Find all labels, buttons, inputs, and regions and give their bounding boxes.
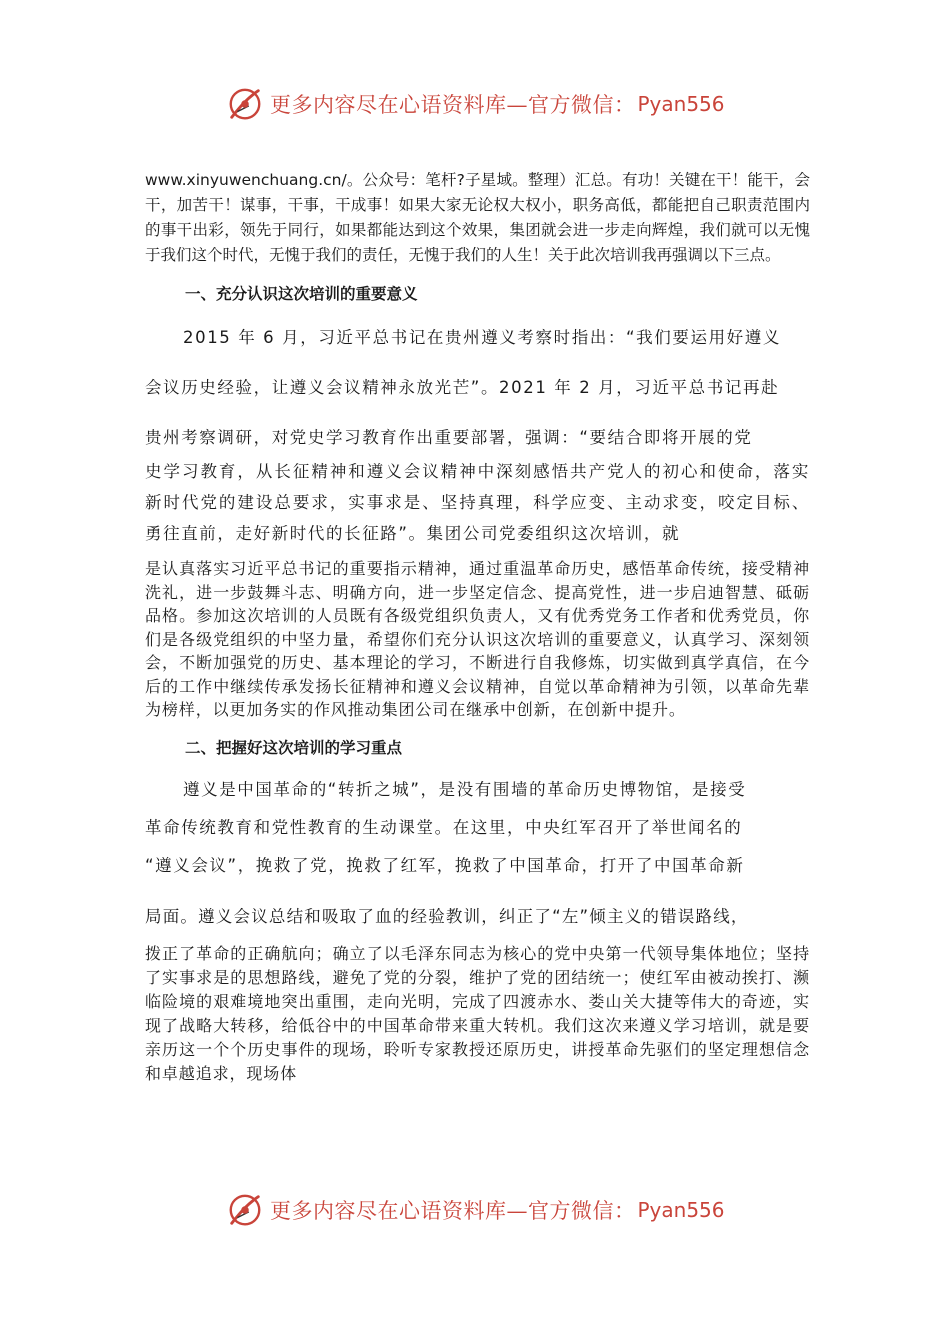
text-line: “遵义会议”，挽救了党，挽救了红军，挽救了中国革命，打开了中国革命新 <box>145 855 745 875</box>
text-line: 2015 年 6 月，习近平总书记在贵州遵义考察时指出：“我们要运用好遵义 <box>183 328 781 347</box>
banner-text: 更多内容尽在心语资料库—官方微信： <box>270 1199 636 1223</box>
text-block: 拨正了革命的正确航向；确立了以毛泽东同志为核心的党中央第一代领导集体地位；坚持了实事求是的思想路线，避免了党的分裂，维护了党的团结统一；使红军由被动挨打、濒临险境的艰难境地突出重围，走向光明，完成了四渡赤水、娄山关大捷等伟大的奇迹，实现了战略大转移，给低谷中的中国革命带来重大转机。我们这次来遵义学习培训，就是要亲历这一个个历史事件的现场，聆听专家教授还原历史，讲授革命先驱们的坚定理想信念和卓越追求，现场体 <box>145 943 810 1083</box>
text-block: 是认真落实习近平总书记的重要指示精神，通过重温革命历史，感悟革命传统，接受精神洗礼，进一步鼓舞斗志、明确方向，进一步坚定信念、提高党性，进一步启迪智慧、砥砺品格。参加这次培训的人员既有各级党组织负责人，又有优秀党务工作者和优秀党员，你们是各级党组织的中坚力量，希望你们充分认识这次培训的重要意义，认真学习、深刻领会，不断加强党的历史、基本理论的学习，不断进行自我修炼，切实做到真学真信，在今后的工作中继续传承发扬长征精神和遵义会议精神，自觉以革命精神为引领，以革命先辈为榜样，以更加务实的作风推动集团公司在继承中创新，在创新中提升。 <box>145 559 810 719</box>
section-heading-1: 一、充分认识这次培训的重要意义 <box>185 285 418 303</box>
text-line: 贵州考察调研，对党史学习教育作出重要部署，强调：“要结合即将开展的党 <box>145 428 753 447</box>
banner-wechat-id: Pyan556 <box>637 1198 725 1222</box>
footer-banner <box>226 1188 725 1232</box>
brush-logo-icon <box>226 85 264 123</box>
banner-text: 更多内容尽在心语资料库—官方微信： <box>270 93 636 117</box>
text-block: 史学习教育，从长征精神和遵义会议精神中深刻感悟共产党人的初心和使命，落实新时代党的建设总要求，实事求是、坚持真理，科学应变、主动求变，咬定目标、勇往直前，走好新时代的长征路”。集团公司党委组织这次培训，就 <box>145 462 810 543</box>
section-2-paragraph <box>145 777 810 1086</box>
text-line: 遵义是中国革命的“转折之城”，是没有围墙的革命历史博物馆，是接受 <box>183 779 747 799</box>
text-line: 会议历史经验，让遵义会议精神永放光芒”。2021 年 2 月，习近平总书记再赴 <box>145 378 780 397</box>
document-body <box>145 168 810 1086</box>
intro-paragraph: www.xinyuwenchuang.cn/。公众号：笔杆?子星域。整理）汇总。有功！关键在干！能干，会干，加苦干！谋事，干事，干成事！如果大家无论权大权小，职务高低，都能把自己职责范围内的事干出彩，领先于同行，如果都能达到这个效果，集团就会进一步走向辉煌，我们就可以无愧于我们这个时代，无愧于我们的责任，无愧于我们的人生！关于此次培训我再强调以下三点。 <box>145 171 810 264</box>
brush-logo-icon <box>226 1191 264 1229</box>
text-line: 局面。遵义会议总结和吸取了血的经验教训，纠正了“左”倾主义的错误路线， <box>145 906 749 926</box>
section-heading-2: 二、把握好这次培训的学习重点 <box>185 738 403 757</box>
banner-wechat-id: Pyan556 <box>637 92 725 116</box>
section-1-paragraph <box>145 325 810 722</box>
text-line: 革命传统教育和党性教育的生动课堂。在这里，中央红军召开了举世闻名的 <box>145 817 743 837</box>
header-banner <box>226 82 725 126</box>
